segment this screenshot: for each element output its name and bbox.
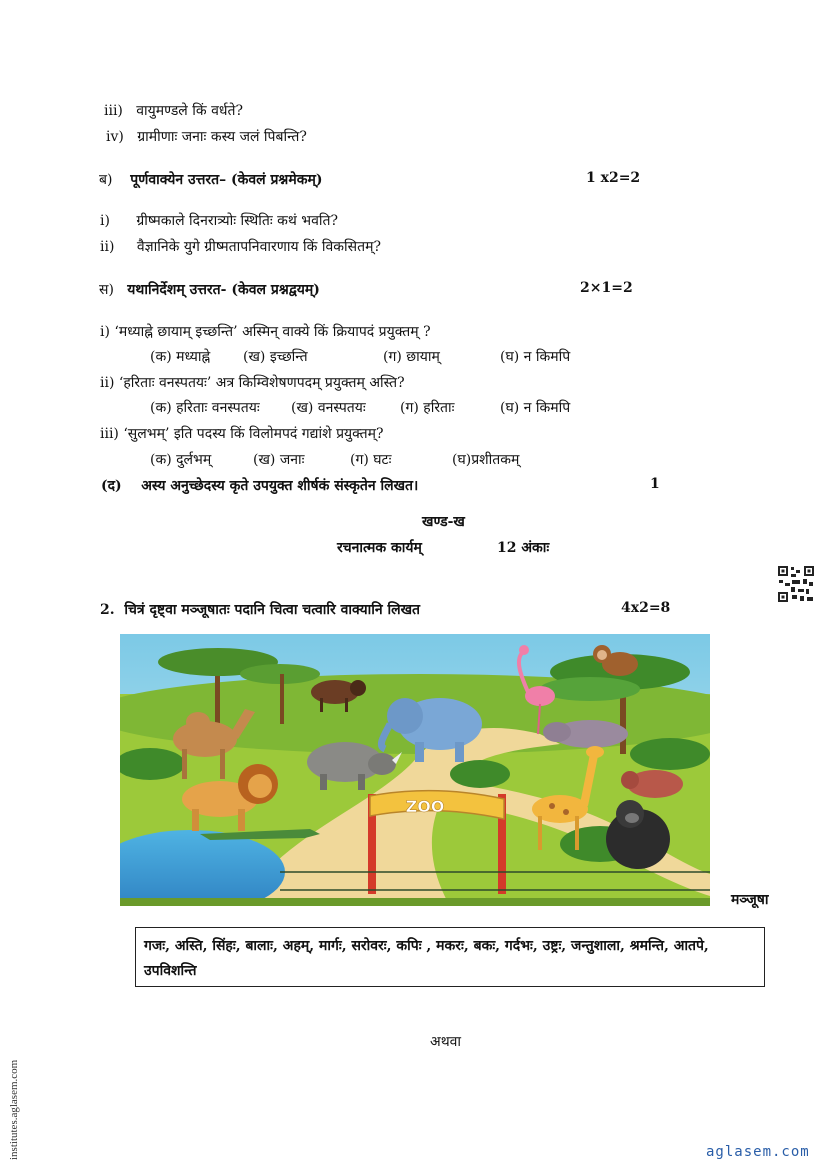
part-b-label: ब) [99, 172, 113, 188]
part-d-label: (द) [101, 478, 122, 494]
part-c-label: स) [99, 282, 114, 298]
part-d-text: अस्य अनुच्छेदस्य कृते उपयुक्त शीर्षकं संस्कृतेन लिखत। [141, 478, 419, 494]
part-d-marks: 1 [650, 476, 660, 492]
option: (ख) वनस्पतयः [291, 400, 366, 416]
question-number: ii) [100, 239, 115, 255]
part-c-instruction: यथानिर्देशम् उत्तरत- (केवल प्रश्नद्वयम्) [127, 282, 320, 298]
question-number: iii) [104, 103, 123, 119]
question-iv [106, 127, 307, 146]
question-text: ग्रीष्मकाले दिनरात्र्योः स्थितिः कथं भवति? [136, 213, 338, 229]
word-list: गजः, अस्ति, सिंहः, बालाः, अहम्, मार्गः, सरोवरः, कपिः , मकरः, बकः, गर्दभः, उष्ट्रः, जन्तुशाला, श्रमन्ति, आतपे, उपविशन्ति [144, 938, 709, 979]
part-b-question-ii [100, 237, 381, 256]
part-b-question-i [100, 211, 338, 230]
question-number: i) [100, 213, 110, 229]
option: (क) हरिताः वनस्पतयः [150, 400, 260, 416]
option: (क) मध्याह्ने [150, 349, 211, 365]
question-text: ग्रामीणाः जनाः कस्य जलं पिबन्ति? [137, 129, 307, 145]
question-number: iv) [106, 129, 124, 145]
question-text: वैज्ञानिके युगे ग्रीष्मतापनिवारणाय किं विकसितम्? [136, 239, 381, 255]
question-2 [100, 600, 420, 619]
part-c-question-i [100, 322, 431, 341]
option: (घ) न किमपि [500, 400, 571, 416]
part-c-marks: 2×1=2 [580, 280, 633, 296]
option: (ग) छायाम् [383, 349, 440, 365]
part-c-question-iii [100, 424, 384, 443]
option: (ग) घटः [350, 452, 392, 468]
part-c-question-ii [100, 373, 405, 392]
question-2-marks: 4x2=8 [621, 600, 671, 616]
word-box-label: मञ्जूषा [731, 892, 769, 908]
question-text: ‘मध्याह्ने छायाम् इच्छन्ति’ अस्मिन् वाक्ये किं क्रियापदं प्रयुक्तम् ? [114, 324, 431, 340]
side-watermark: institutes.aglasem.com [8, 1059, 20, 1160]
option: (ग) हरिताः [400, 400, 455, 416]
question-number: iii) [100, 426, 119, 442]
qr-code-icon [777, 565, 815, 603]
part-b-marks: 1 x2=2 [586, 170, 641, 186]
section-title: खण्ड-ख [422, 514, 465, 530]
question-iii [104, 101, 243, 120]
question-number: 2. [100, 602, 115, 618]
question-number: i) [100, 324, 110, 340]
part-b-instruction: पूर्णवाक्येन उत्तरत– (केवलं प्रश्नमेकम्) [130, 172, 323, 188]
question-number: ii) [100, 375, 115, 391]
part-c-heading [99, 280, 320, 299]
option: (क) दुर्लभम् [150, 452, 212, 468]
option: (ख) इच्छन्ति [243, 349, 308, 365]
option: (ख) जनाः [253, 452, 305, 468]
zoo-illustration [120, 634, 710, 906]
zoo-sign-text: ZOO [405, 797, 445, 816]
section-subtitle: रचनात्मक कार्यम् [337, 540, 422, 556]
question-text: ‘हरिताः वनस्पतयः’ अत्र किम्विशेषणपदम् प्रयुक्तम् अस्ति? [118, 375, 405, 391]
question-text: वायुमण्डले किं वर्धते? [136, 103, 243, 119]
question-text: चित्रं दृष्ट्वा मञ्जूषातः पदानि चित्वा चत्वारि वाक्यानि लिखत [124, 602, 421, 618]
word-box [135, 927, 765, 987]
part-d-question [101, 476, 418, 495]
section-marks: 12 अंकाः [497, 540, 550, 556]
question-text: ‘सुलभम्’ इति पदस्य किं विलोमपदं गद्यांशे प्रयुक्तम्? [123, 426, 384, 442]
footer-link[interactable]: aglasem.com [706, 1144, 810, 1160]
part-b-heading [99, 170, 322, 189]
option: (घ) न किमपि [500, 349, 571, 365]
option: (घ)प्रशीतकम् [452, 452, 520, 468]
athava: अथवा [430, 1034, 462, 1050]
